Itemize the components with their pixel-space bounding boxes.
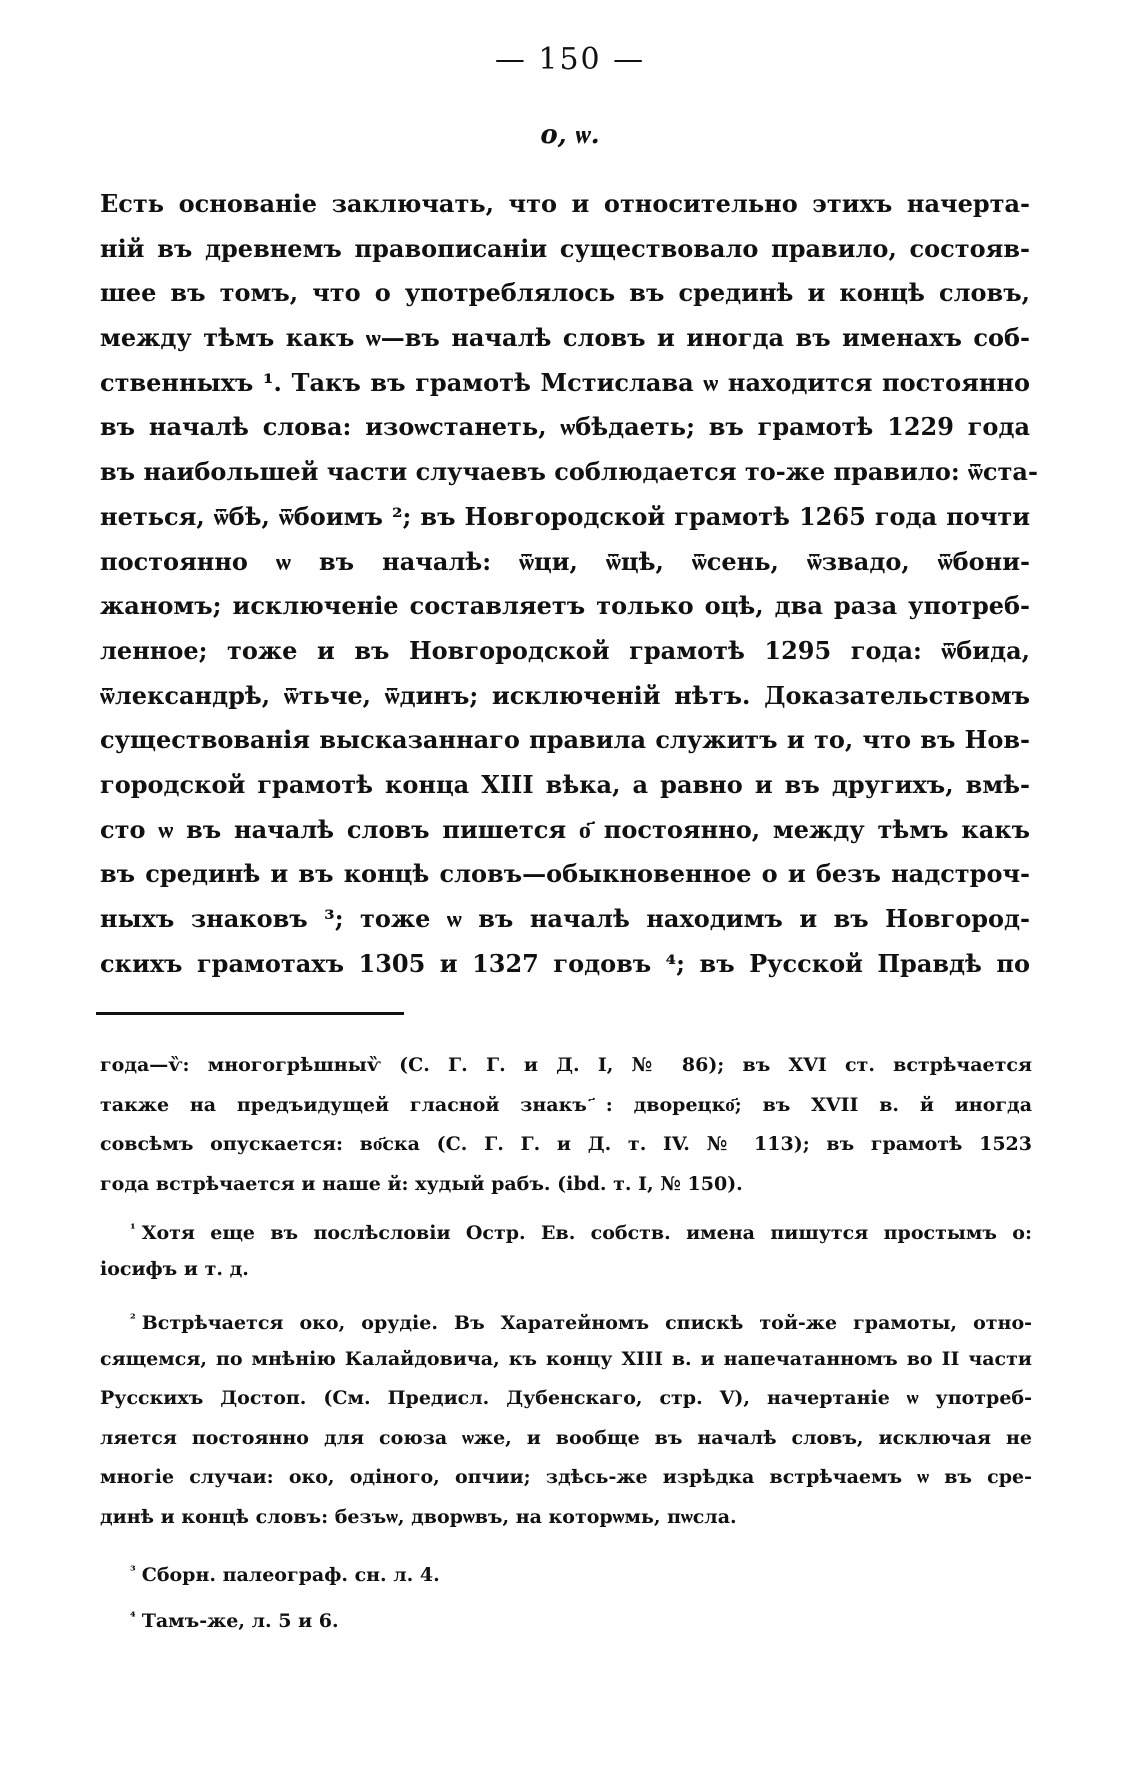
main-text-line: ній въ древнемъ правописаніи существовало правило, состояв- <box>100 233 1030 263</box>
footnote-text: Хотя еще въ послѣсловіи Остр. Ев. собств. имена пишутся простымъ о: <box>141 1222 1032 1244</box>
footnote-text: Сборн. палеограф. сн. л. 4. <box>141 1564 440 1586</box>
main-text-line: ленное; тоже и въ Новгородской грамотѣ 1295 года: ѿбида, <box>100 635 1030 665</box>
main-text-line: существованія высказаннаго правила служитъ и то, что въ Нов- <box>100 725 1030 755</box>
footnote-4 <box>100 1598 1032 1638</box>
main-text-line: сто ѡ въ началѣ словъ пишется о҃ постоянно, между тѣмъ какъ <box>100 814 1030 844</box>
main-text-line: ѿлександрѣ, ѿтьче, ѿдинъ; исключеній нѣтъ. Доказательствомъ <box>100 680 1030 710</box>
main-text-line: въ наибольшей части случаевъ соблюдается то-же правило: ѿста- <box>100 457 1038 487</box>
main-text-line: шее въ томъ, что о употреблялось въ срединѣ и концѣ словъ, <box>100 278 1030 308</box>
main-text-line: постоянно ѡ въ началѣ: ѿци, ѿцѣ, ѿсень, ѿзвадо, ѿбони- <box>100 546 1030 576</box>
footnote-line: совсѣмъ опускается: во҃ска (С. Г. Г. и Д. т. IV. № 113); въ грамотѣ 1523 <box>100 1133 1032 1155</box>
footnote-mark: ² <box>130 1312 136 1327</box>
main-text-line: скихъ грамотахъ 1305 и 1327 годовъ ⁴; въ Русской Правдѣ по <box>100 948 1030 978</box>
footnote-line <box>100 1552 1032 1592</box>
footnote-3 <box>100 1552 1032 1592</box>
footnote-line <box>100 1210 1032 1250</box>
footnote-line <box>100 1598 1032 1638</box>
footnote-2 <box>100 1300 1032 1537</box>
footnote-mark: ¹ <box>130 1222 136 1237</box>
footnote-line: года встрѣчается и наше й: худый рабъ. (ibd. т. I, № 150). <box>100 1172 743 1195</box>
main-text <box>100 182 1038 986</box>
footnote-line: года—ѷ: многогрѣшныѷ (С. Г. Г. и Д. I, № 86); въ XVI ст. встрѣчается <box>100 1054 1032 1076</box>
footnote-text: Тамъ-же, л. 5 и 6. <box>141 1610 339 1632</box>
main-text-line: городской грамотѣ конца XIII вѣка, а равно и въ другихъ, вмѣ- <box>100 769 1030 799</box>
main-text-line: ныхъ знаковъ ³; тоже ѡ въ началѣ находимъ и въ Новгород- <box>100 904 1030 933</box>
main-text-line: ственныхъ ¹. Такъ въ грамотѣ Мстислава ѡ находится постоянно <box>100 367 1030 397</box>
main-text-line: въ срединѣ и въ концѣ словъ—обыкновенное о и безъ надстроч- <box>100 859 1030 889</box>
footnote-line: іосифъ и т. д. <box>100 1257 249 1280</box>
footnote-line <box>100 1300 1032 1340</box>
main-text-line: неться, ѿбѣ, ѿбоимъ ²; въ Новгородской грамотѣ 1265 года почти <box>100 501 1030 531</box>
footnote-text: Встрѣчается око, орудіе. Въ Харатейномъ спискѣ той-же грамоты, отно- <box>141 1312 1032 1334</box>
footnote-continuation <box>100 1046 1032 1204</box>
footnote-line: динѣ и концѣ словъ: безъѡ, дворѡвъ, на которѡмь, пѡсла. <box>100 1505 737 1528</box>
footnote-mark: ⁴ <box>130 1610 136 1625</box>
section-heading: о, ѡ. <box>540 120 600 150</box>
page-number: — 150 — <box>494 42 646 77</box>
main-text-line: Есть основаніе заключать, что и относительно этихъ начерта- <box>100 189 1030 218</box>
footnote-line: Русскихъ Достоп. (См. Предисл. Дубенскаго, стр. V), начертаніе ѡ употреб- <box>100 1387 1032 1409</box>
footnote-separator <box>96 1012 404 1015</box>
footnote-line: многіе случаи: око, одіного, опчии; здѣсь-же изрѣдка встрѣчаемъ ѡ въ сре- <box>100 1466 1032 1488</box>
footnote-line: ляется постоянно для союза ѡже, и вообще въ началѣ словъ, исключая не <box>100 1426 1032 1449</box>
footnote-mark: ³ <box>130 1564 136 1579</box>
main-text-line: между тѣмъ какъ ѡ—въ началѣ словъ и иногда въ именахъ соб- <box>100 323 1030 353</box>
footnote-line: также на предъидущей гласной знакъ ҃: дворецко҃; въ XVII в. й иногда <box>100 1093 1032 1116</box>
footnote-1 <box>100 1210 1032 1289</box>
main-text-line: въ началѣ слова: изоѡстанеть, ѡбѣдаеть; въ грамотѣ 1229 года <box>100 412 1030 442</box>
footnote-line: сящемся, по мнѣнію Калайдовича, къ концу XIII в. и напечатанномъ во II части <box>100 1347 1032 1370</box>
main-text-line: жаномъ; исключеніе составляетъ только оцѣ, два раза употреб- <box>100 591 1030 621</box>
